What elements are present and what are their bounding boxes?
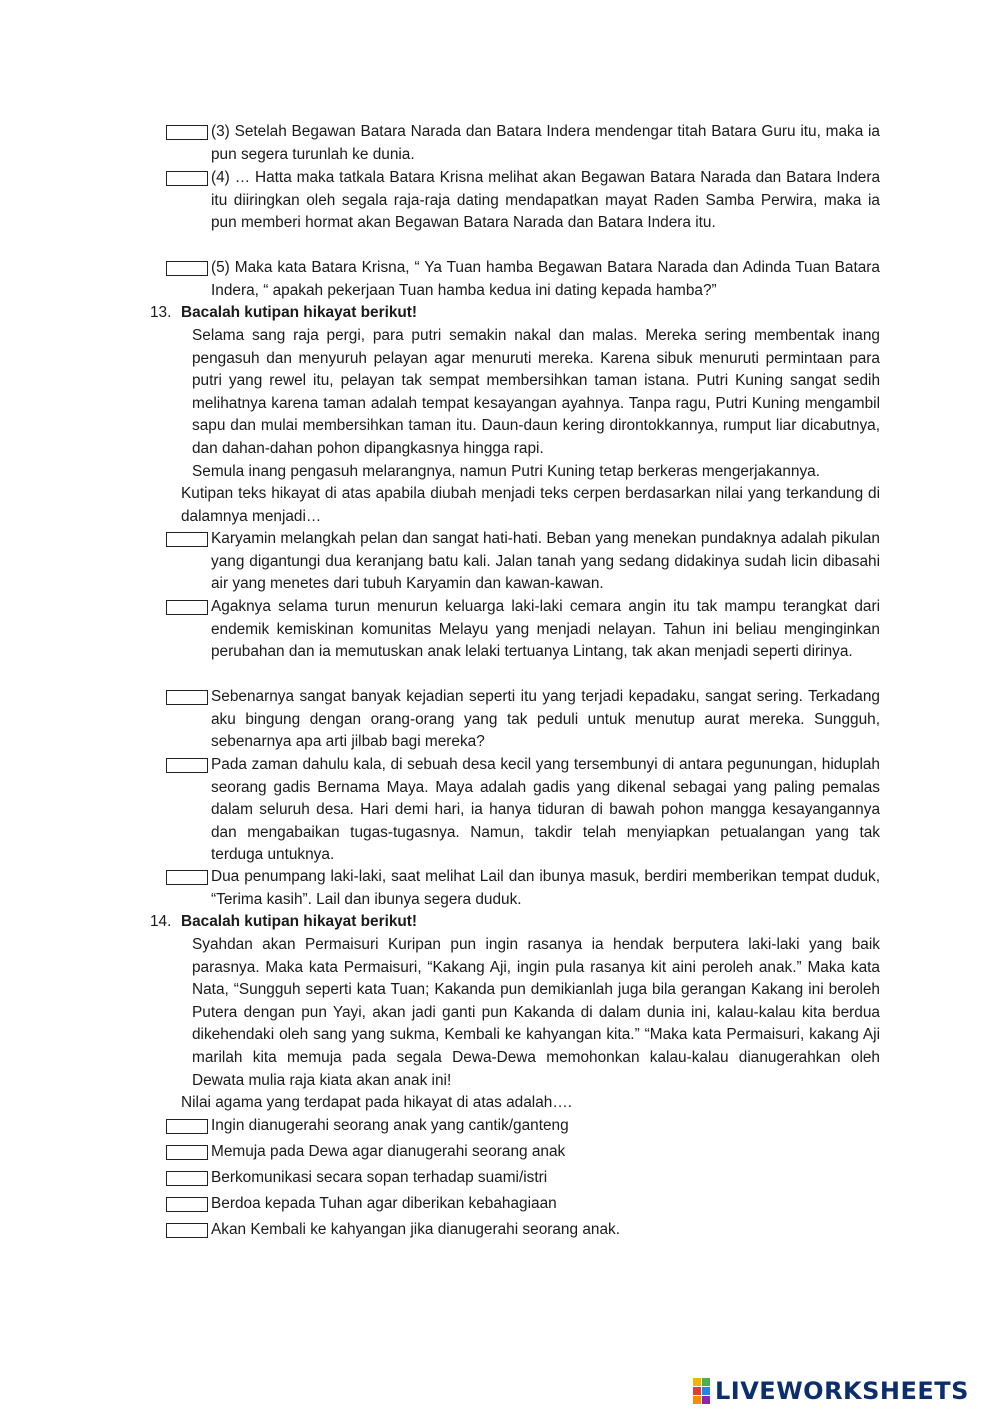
answer-box[interactable] <box>166 125 208 140</box>
option-text: (3) Setelah Begawan Batara Narada dan Batara Indera mendengar titah Batara Guru itu, maka ia pun segera turunlah ke dunia. <box>211 123 880 163</box>
answer-box[interactable] <box>166 690 208 705</box>
q14-heading <box>150 911 417 934</box>
option-text: Ingin dianugerahi seorang anak yang cantik/ganteng <box>211 1117 569 1134</box>
q14-option-2 <box>166 1141 880 1164</box>
q13-question: Kutipan teks hikayat di atas apabila diubah menjadi teks cerpen berdasarkan nilai yang terkandung di dalamnya menjadi… <box>181 485 880 525</box>
q12-option-4 <box>166 167 880 235</box>
q14-option-4 <box>166 1193 880 1216</box>
question-number: 13. <box>150 304 172 321</box>
logo-block <box>702 1387 710 1395</box>
option-text: Dua penumpang laki-laki, saat melihat Lail dan ibunya masuk, berdiri memberikan tempat duduk, “Terima kasih”. Lail dan ibunya segera duduk. <box>211 868 880 908</box>
question-title: Bacalah kutipan hikayat berikut! <box>181 913 418 930</box>
option-text: (5) Maka kata Batara Krisna, “ Ya Tuan hamba Begawan Batara Narada dan Adinda Tuan Batara Indera, “ apakah pekerjaan Tuan hamba kedua ini dating kepada hamba?” <box>211 259 880 299</box>
option-text: Akan Kembali ke kahyangan jika dianugerahi seorang anak. <box>211 1221 620 1238</box>
logo-block <box>693 1396 701 1404</box>
q14-option-5 <box>166 1219 880 1242</box>
answer-box[interactable] <box>166 1171 208 1186</box>
q13-option-2 <box>166 596 880 664</box>
answer-box[interactable] <box>166 171 208 186</box>
logo-blocks-icon <box>693 1378 710 1404</box>
answer-box[interactable] <box>166 1145 208 1160</box>
q14-question: Nilai agama yang terdapat pada hikayat di atas adalah…. <box>181 1094 573 1111</box>
q14-option-1 <box>166 1115 880 1138</box>
answer-box[interactable] <box>166 1197 208 1212</box>
passage-paragraph: Semula inang pengasuh melarangnya, namun Putri Kuning tetap berkeras mengerjakannya. <box>192 462 820 480</box>
liveworksheets-logo <box>693 1376 969 1406</box>
passage-paragraph: Selama sang raja pergi, para putri semakin nakal dan malas. Mereka sering membentak inang pengasuh dan menyuruh pelayan agar menuruti mereka. Karena sibuk menuruti permintaan para putri yang rewel itu, pelayan tak sempat membersihkan taman istana. Putri Kuning sangat sedih melihatnya karena taman adalah tempat kesayangan ayahnya. Tanpa ragu, Putri Kuning mengambil sapu dan mulai membersihkan taman itu. Daun-daun kering dirontokkannya, rumput liar dicabutnya, dan dahan-dahan pohon dipangkasnya hingga rapi. <box>192 327 880 457</box>
option-text: (4) … Hatta maka tatkala Batara Krisna melihat akan Begawan Batara Narada dan Batara Indera itu diiringkan oleh segala raja-raja dating mendapatkan mayat Raden Samba Perwira, maka ia pun memberi hormat akan Begawan Batara Narada dan Batara Indera itu. <box>211 169 880 232</box>
answer-box[interactable] <box>166 532 208 547</box>
option-text: Berdoa kepada Tuhan agar diberikan kebahagiaan <box>211 1195 557 1212</box>
q12-option-3 <box>166 121 880 166</box>
logo-block <box>702 1396 710 1404</box>
answer-box[interactable] <box>166 1223 208 1238</box>
option-text: Berkomunikasi secara sopan terhadap suami/istri <box>211 1169 548 1186</box>
answer-box[interactable] <box>166 1119 208 1134</box>
logo-text: LIVEWORKSHEETS <box>715 1377 969 1405</box>
q13-passage <box>192 325 880 483</box>
q13-option-1 <box>166 528 880 596</box>
answer-box[interactable] <box>166 870 208 885</box>
q13-heading <box>150 302 417 325</box>
q13-option-4 <box>166 754 880 867</box>
option-text: Agaknya selama turun menurun keluarga laki-laki cemara angin itu tak mampu terangkat dari endemik kemiskinan komunitas Melayu yang menjadi nelayan. Tahun ini beliau menginginkan perubahan dan ia memutuskan anak lelaki tertuanya Lintang, tak akan menjadi seperti dirinya. <box>211 598 880 661</box>
logo-block <box>693 1387 701 1395</box>
answer-box[interactable] <box>166 758 208 773</box>
question-title: Bacalah kutipan hikayat berikut! <box>181 304 418 321</box>
passage-paragraph: Syahdan akan Permaisuri Kuripan pun ingin rasanya ia hendak berputera laki-laki yang baik parasnya. Maka kata Permaisuri, “Kakang Aji, ingin pula rasanya kit aini peroleh anak.” Maka kata Nata, “Sungguh seperti kata Tuan; Kakanda pun demikianlah juga bila gerangan Kakang ini beroleh Putera dengan pun Yayi, akan jadi ganti pun Kakanda di dalam dunia ini, kalau-kalau kita berdua dikehendaki oleh sang yang sukma, Kembali ke kahyangan kita.” “Maka kata Permaisuri, kakang Aji marilah kita memuja pada segala Dewa-Dewa memohonkan kalau-kalau dianugerahkan oleh Dewata mulia raja kiata akan anak ini! <box>192 936 880 1089</box>
answer-box[interactable] <box>166 261 208 276</box>
q13-option-3 <box>166 686 880 754</box>
q14-option-3 <box>166 1167 880 1190</box>
option-text: Pada zaman dahulu kala, di sebuah desa kecil yang tersembunyi di antara pegunungan, hiduplah seorang gadis Bernama Maya. Maya adalah gadis yang dikenal sebagai yang paling pemalas dalam seluruh desa. Hari demi hari, ia hanya tiduran di bawah pohon mangga kesayangannya dan mengabaikan tugas-tugasnya. Namun, takdir telah menyiapkan petualangan yang tak terduga untuknya. <box>211 756 880 864</box>
q12-option-5 <box>166 257 880 302</box>
option-text: Memuja pada Dewa agar dianugerahi seorang anak <box>211 1143 566 1160</box>
logo-block <box>702 1378 710 1386</box>
question-number: 14. <box>150 913 172 930</box>
logo-block <box>693 1378 701 1386</box>
option-text: Sebenarnya sangat banyak kejadian seperti itu yang terjadi kepadaku, sangat sering. Terkadang aku bingung dengan orang-orang yang tak peduli untuk menutup aurat mereka. Sungguh, sebenarnya apa arti jilbab bagi mereka? <box>211 688 880 751</box>
answer-box[interactable] <box>166 600 208 615</box>
option-text: Karyamin melangkah pelan dan sangat hati-hati. Beban yang menekan pundaknya adalah pikulan yang digantungi dua keranjang batu kali. Jalan tanah yang sedang didakinya sudah licin dibasahi air yang menetes dari tubuh Karyamin dan kawan-kawan. <box>211 530 880 593</box>
q14-passage <box>192 934 880 1092</box>
q13-option-5 <box>166 866 880 911</box>
